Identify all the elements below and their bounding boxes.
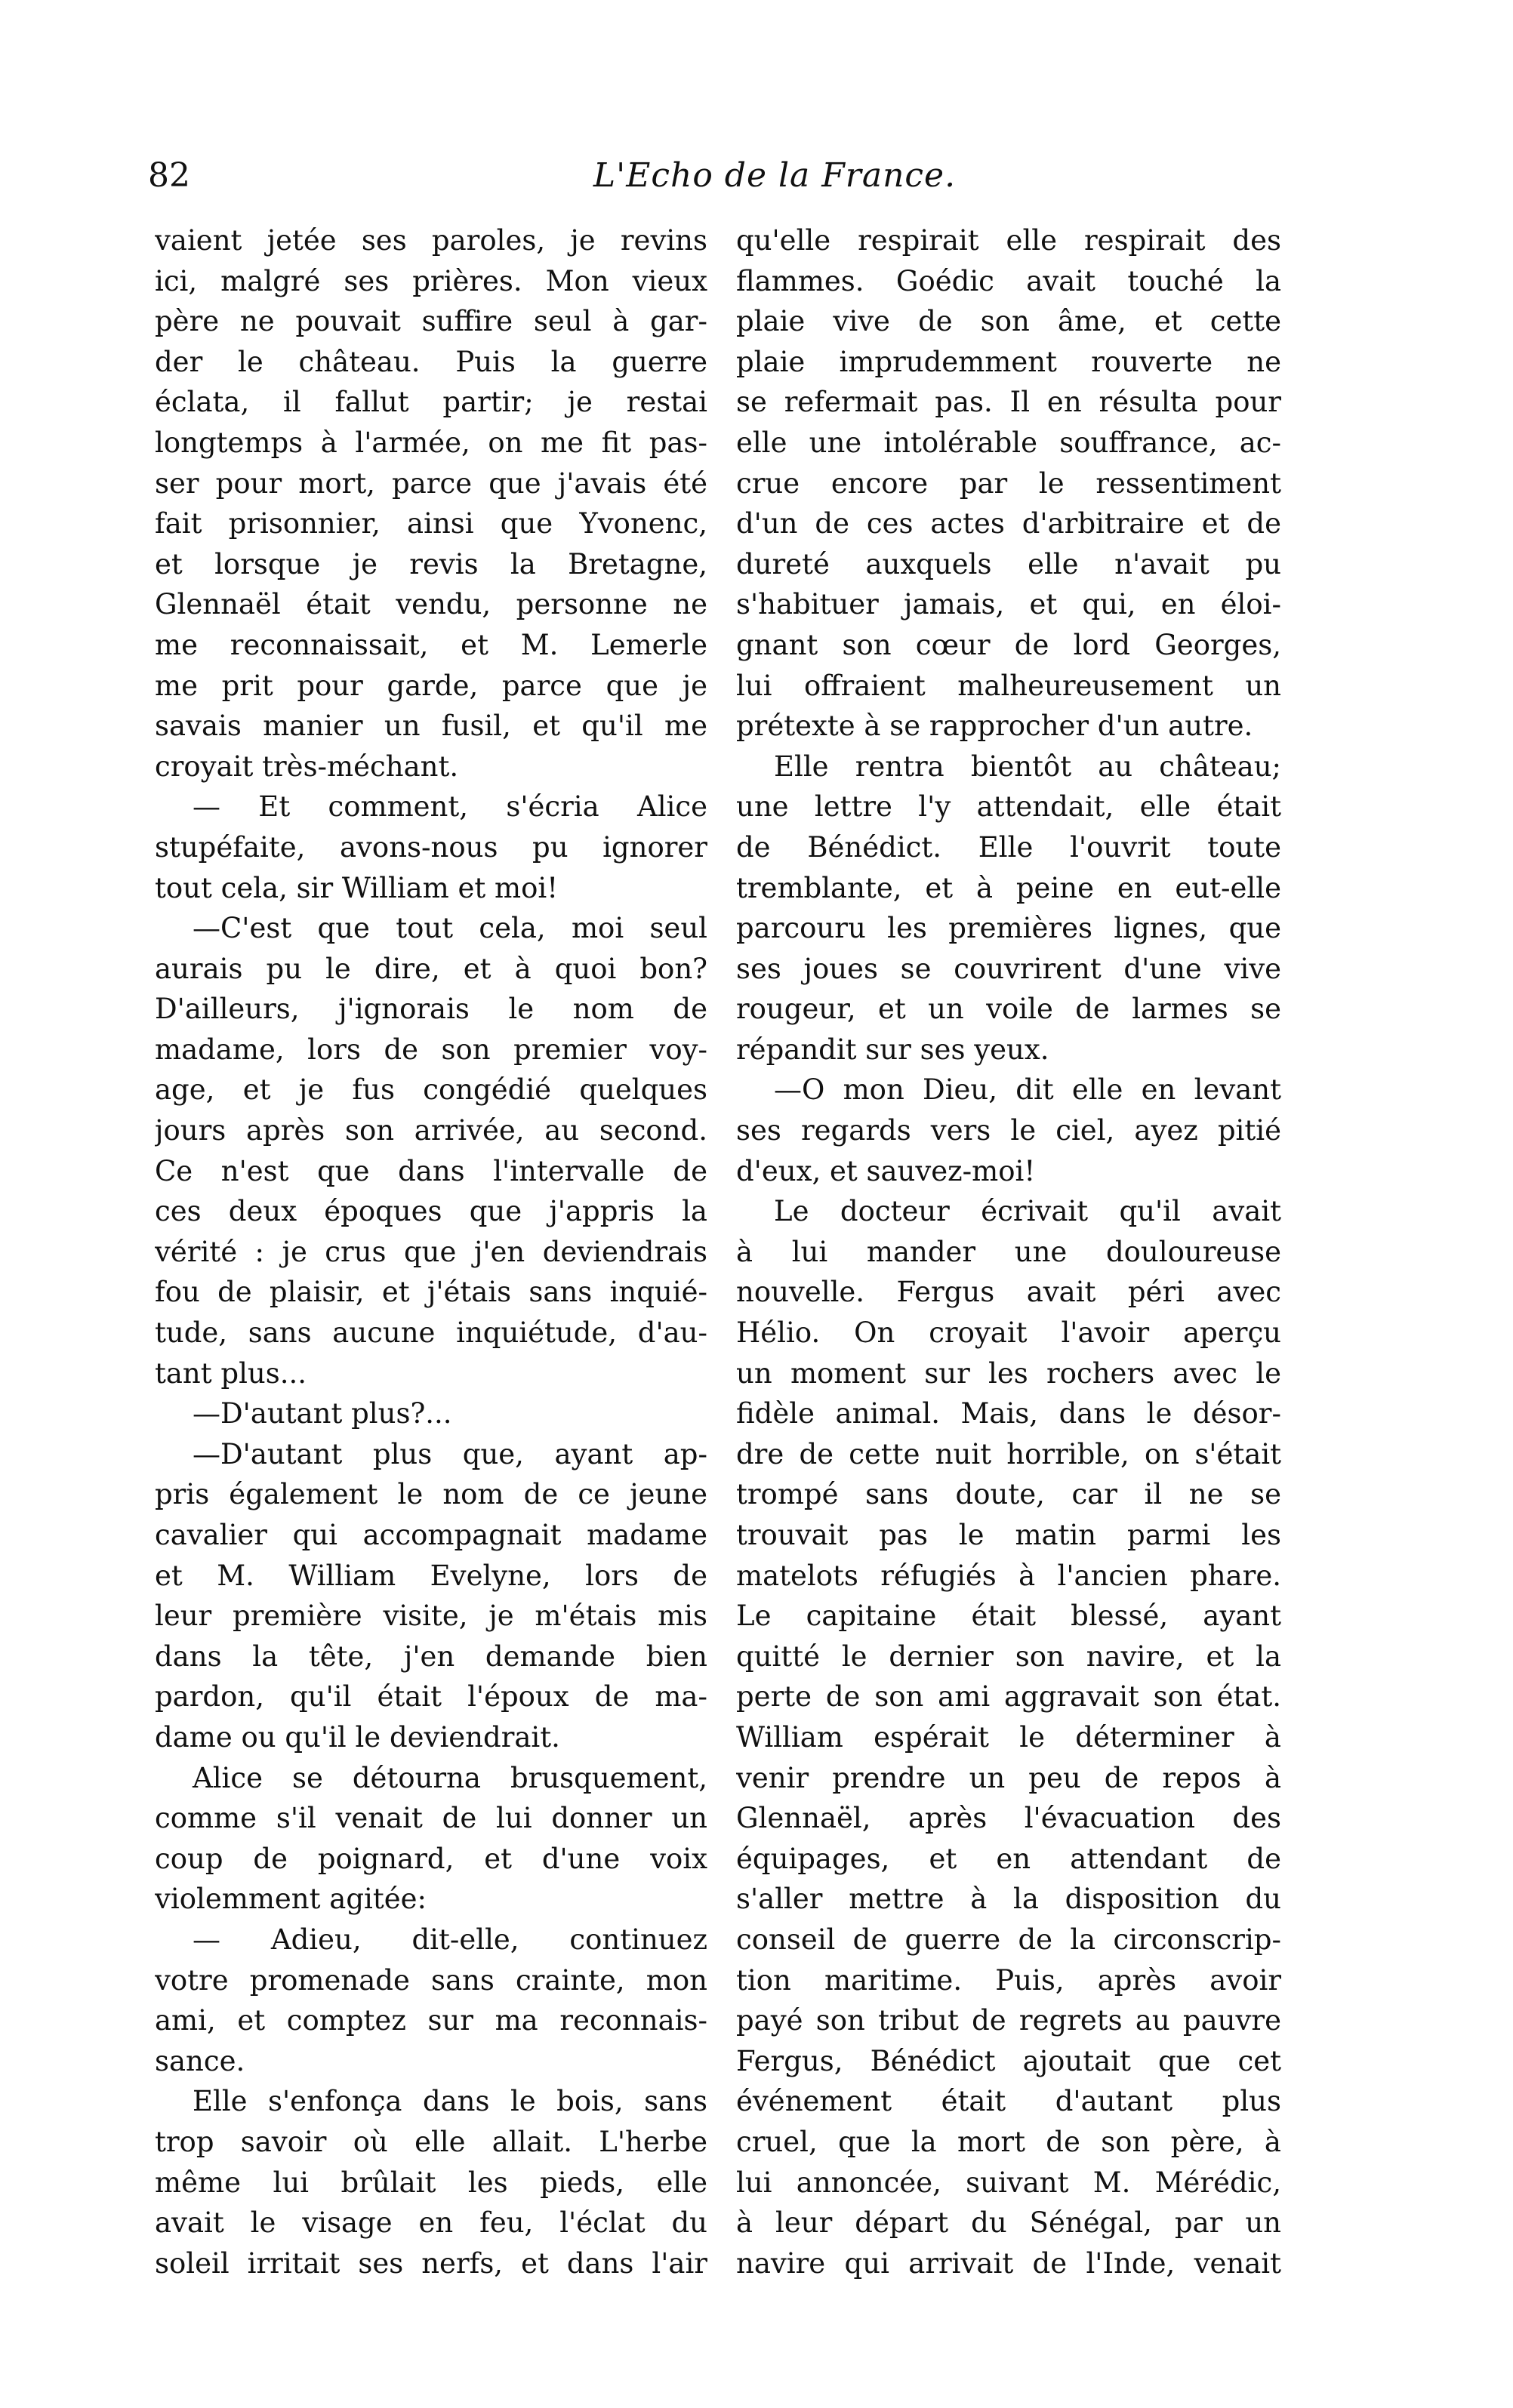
text-line: pardon, qu'il était l'époux de ma- [155, 1680, 707, 1714]
text-line: ami, et comptez sur ma reconnais- [155, 2004, 707, 2037]
text-line: ses joues se couvrirent d'une vive [736, 952, 1281, 985]
text-line: stupéfaite, avons-nous pu ignorer [155, 830, 707, 864]
text-line: leur première visite, je m'étais mis [155, 1600, 707, 1633]
text-line: crue encore par le ressentiment [736, 467, 1281, 500]
text-line: ces deux époques que j'appris la [155, 1195, 707, 1228]
text-line: der le château. Puis la guerre [155, 345, 707, 378]
text-line: dans la tête, j'en demande bien [155, 1640, 707, 1673]
text-line: même lui brûlait les pieds, elle [155, 2166, 707, 2199]
text-line: d'eux, et sauvez-moi! [736, 1154, 1036, 1187]
text-line: tion maritime. Puis, après avoir [736, 1963, 1281, 1997]
page-number: 82 [148, 156, 190, 195]
text-line: un moment sur les rochers avec le [736, 1356, 1281, 1390]
text-line: sance. [155, 2044, 245, 2077]
text-line: coup de poignard, et d'une voix [155, 1842, 707, 1875]
text-line: matelots réfugiés à l'ancien phare. [736, 1559, 1281, 1592]
text-line: Alice se détourna brusquement, [193, 1761, 707, 1794]
text-line: —O mon Dieu, dit elle en levant [774, 1073, 1281, 1107]
text-line: jours après son arrivée, au second. [155, 1114, 707, 1147]
text-line: se refermait pas. Il en résulta pour [736, 386, 1281, 419]
text-line: prétexte à se rapprocher d'un autre. [736, 710, 1253, 743]
text-line: père ne pouvait suffire seul à gar- [155, 305, 707, 338]
text-line: ses regards vers le ciel, ayez pitié [736, 1114, 1281, 1147]
text-line: équipages, et en attendant de [736, 1842, 1281, 1875]
text-line: Le docteur écrivait qu'il avait [774, 1195, 1281, 1228]
text-line: et lorsque je revis la Bretagne, [155, 547, 707, 580]
text-line: —C'est que tout cela, moi seul [193, 912, 707, 945]
text-line: lui annoncée, suivant M. Mérédic, [736, 2166, 1281, 2199]
text-line: d'un de ces actes d'arbitraire et de [736, 507, 1281, 540]
text-line: fidèle animal. Mais, dans le désor- [736, 1397, 1281, 1430]
text-line: votre promenade sans crainte, mon [155, 1963, 707, 1997]
text-line: Hélio. On croyait l'avoir aperçu [736, 1316, 1281, 1350]
text-line: madame, lors de son premier voy- [155, 1033, 707, 1066]
text-line: longtemps à l'armée, on me fit pas- [155, 426, 707, 459]
text-line: cavalier qui accompagnait madame [155, 1519, 707, 1551]
text-line: payé son tribut de regrets au pauvre [736, 2004, 1281, 2037]
text-line: ser pour mort, parce que j'avais été [155, 467, 707, 500]
text-line: ici, malgré ses prières. Mon vieux [155, 264, 707, 297]
text-line: dame ou qu'il le deviendrait. [155, 1720, 560, 1754]
text-line: D'ailleurs, j'ignorais le nom de [155, 993, 707, 1026]
text-line: —D'autant plus?... [193, 1397, 452, 1430]
text-line: comme s'il venait de lui donner un [155, 1802, 707, 1835]
text-line: Ce n'est que dans l'intervalle de [155, 1154, 707, 1187]
text-line: et M. William Evelyne, lors de [155, 1559, 707, 1592]
text-line: vérité : je crus que j'en deviendrais [155, 1235, 707, 1268]
text-line: vaient jetée ses paroles, je revins [155, 224, 707, 257]
text-line: tremblante, et à peine en eut-elle [736, 871, 1281, 904]
text-line: parcouru les premières lignes, que [736, 912, 1281, 945]
text-line: tout cela, sir William et moi! [155, 871, 559, 904]
text-column-right [736, 220, 1281, 2283]
text-line: à lui mander une douloureuse [736, 1235, 1281, 1268]
text-line: William espérait le déterminer à [736, 1720, 1281, 1754]
text-line: trompé sans doute, car il ne se [736, 1478, 1281, 1511]
text-line: elle une intolérable souffrance, ac- [736, 426, 1281, 459]
text-line: me reconnaissait, et M. Lemerle [155, 628, 707, 661]
text-line: aurais pu le dire, et à quoi bon? [155, 952, 707, 985]
running-title: L'Echo de la France. [593, 156, 957, 195]
text-line: tant plus... [155, 1356, 307, 1390]
text-line: gnant son cœur de lord Georges, [736, 628, 1281, 661]
text-line: venir prendre un peu de repos à [736, 1761, 1281, 1794]
text-line: trop savoir où elle allait. L'herbe [155, 2125, 707, 2158]
text-line: flammes. Goédic avait touché la [736, 264, 1281, 297]
text-line: événement était d'autant plus [736, 2085, 1281, 2118]
text-column-left [155, 220, 707, 2283]
text-line: navire qui arrivait de l'Inde, venait [736, 2246, 1281, 2280]
text-line: — Adieu, dit-elle, continuez [193, 1923, 707, 1956]
text-line: qu'elle respirait elle respirait des [736, 224, 1281, 257]
text-line: plaie imprudemment rouverte ne [736, 345, 1281, 378]
text-line: cruel, que la mort de son père, à [736, 2125, 1281, 2158]
text-line: une lettre l'y attendait, elle était [736, 790, 1281, 824]
text-line: éclata, il fallut partir; je restai [155, 386, 707, 419]
text-line: de Bénédict. Elle l'ouvrit toute [736, 830, 1281, 864]
text-line: Elle rentra bientôt au château; [774, 750, 1281, 783]
text-line: fou de plaisir, et j'étais sans inquié- [155, 1276, 707, 1309]
text-line: tude, sans aucune inquiétude, d'au- [155, 1316, 707, 1350]
text-line: age, et je fus congédié quelques [155, 1073, 707, 1107]
text-line: Elle s'enfonça dans le bois, sans [193, 2085, 707, 2118]
text-line: Glennaël était vendu, personne ne [155, 588, 707, 621]
text-line: à leur départ du Sénégal, par un [736, 2206, 1281, 2240]
text-line: s'habituer jamais, et qui, en éloi- [736, 588, 1281, 621]
text-line: violemment agitée: [155, 1883, 427, 1916]
text-line: —D'autant plus que, ayant ap- [193, 1437, 707, 1470]
text-line: trouvait pas le matin parmi les [736, 1519, 1281, 1551]
text-line: perte de son ami aggravait son état. [736, 1680, 1281, 1714]
text-line: Glennaël, après l'évacuation des [736, 1802, 1281, 1835]
text-line: fait prisonnier, ainsi que Yvonenc, [155, 507, 707, 540]
text-line: Le capitaine était blessé, ayant [736, 1600, 1281, 1633]
text-line: conseil de guerre de la circonscrip- [736, 1923, 1281, 1956]
text-line: — Et comment, s'écria Alice [193, 790, 707, 824]
text-line: croyait très-méchant. [155, 750, 459, 783]
text-line: avait le visage en feu, l'éclat du [155, 2206, 707, 2240]
text-line: me prit pour garde, parce que je [155, 669, 707, 702]
text-line: répandit sur ses yeux. [736, 1033, 1049, 1066]
text-line: quitté le dernier son navire, et la [736, 1640, 1281, 1673]
text-line: rougeur, et un voile de larmes se [736, 993, 1281, 1026]
text-line: nouvelle. Fergus avait péri avec [736, 1276, 1281, 1309]
text-line: dureté auxquels elle n'avait pu [736, 547, 1281, 580]
text-line: lui offraient malheureusement un [736, 669, 1281, 702]
text-line: Fergus, Bénédict ajoutait que cet [736, 2044, 1281, 2077]
text-line: savais manier un fusil, et qu'il me [155, 710, 707, 743]
text-line: plaie vive de son âme, et cette [736, 305, 1281, 338]
text-line: s'aller mettre à la disposition du [736, 1883, 1281, 1916]
text-line: pris également le nom de ce jeune [155, 1478, 707, 1511]
text-line: soleil irritait ses nerfs, et dans l'air [155, 2246, 707, 2280]
text-line: dre de cette nuit horrible, on s'était [736, 1437, 1281, 1470]
page-header [148, 149, 1431, 202]
